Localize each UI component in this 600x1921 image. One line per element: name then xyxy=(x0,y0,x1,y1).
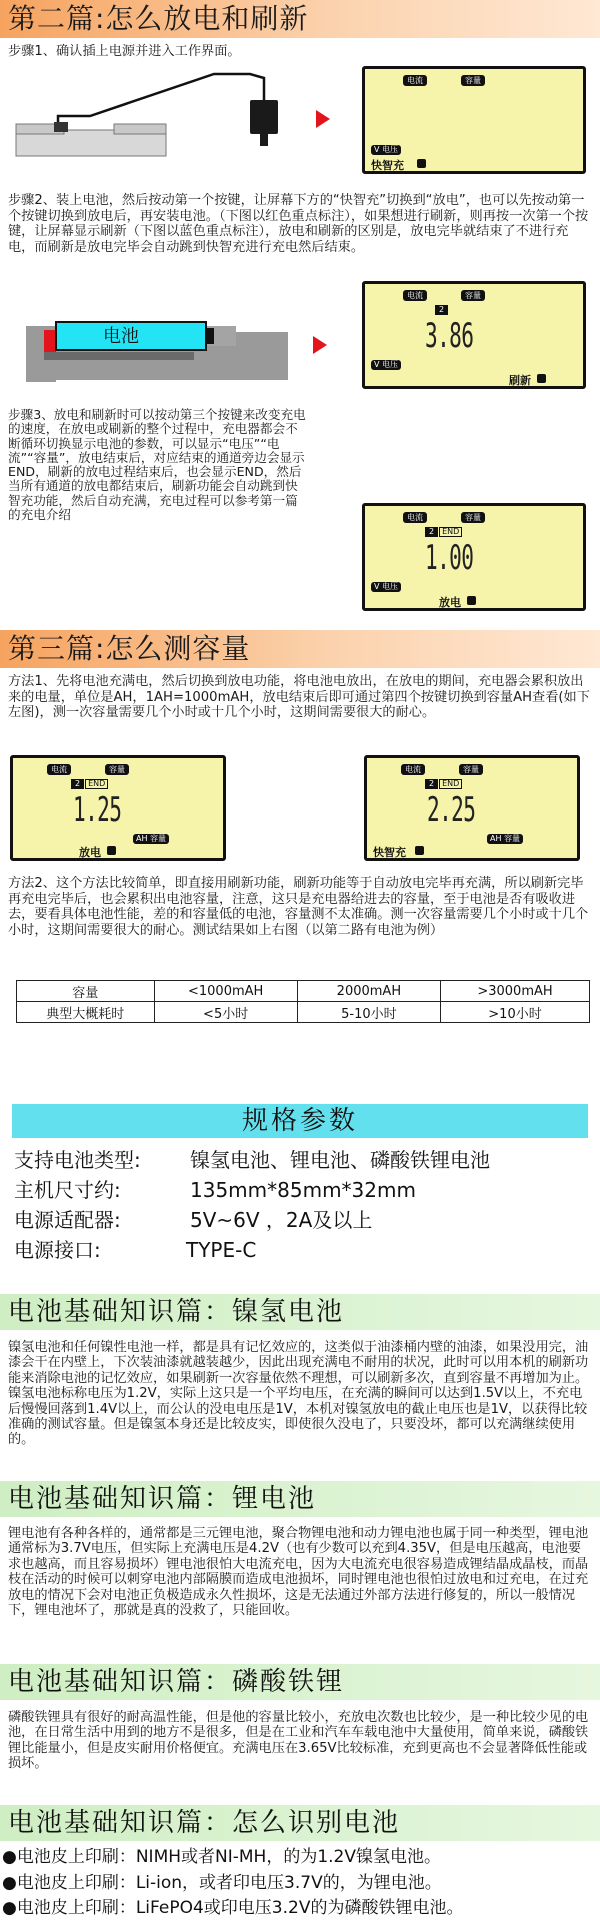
method1-text: 方法1、先将电池充满电，然后切换到放电功能，将电池电放出，在放电的期间，充电器会累积放出来的电量，单位是AH，1AH=1000mAH，放电结束后即可通过第四个按键切换到容量AH查看(如下左图)，测一次容量需要几个小时或十几个小时，这期间需要很大的耐心。 xyxy=(8,674,590,720)
table-cell: <5小时 xyxy=(154,1002,297,1023)
identify-item: ●电池皮上印刷：Li-ion，或者印电压3.7V的，为锂电池。 xyxy=(2,1873,442,1893)
channel-indicator xyxy=(425,527,462,537)
mode-label: 快智充 xyxy=(371,159,404,172)
table-row xyxy=(17,981,590,1002)
part3-banner xyxy=(0,630,600,668)
power-adapter-illustration xyxy=(14,64,314,164)
nimh-text: 镍氢电池和任何镍性电池一样，都是具有记忆效应的，这类似于油漆桶内壁的油漆，如果没用完，油漆会干在内壁上，下次装油漆就越装越少，因此出现充满电不耐用的状况，此时可以用本机的刷新功能来消除电池的记忆效应，如果刷新一次容量依然不理想，可以刷新多次，直到容量不再增加为止。镍氢电池标称电压为1.2V，实际上这只是一个平均电压，在充满的瞬间可以达到1.5V以上，不充电后慢慢回落到1.4V以上，而公认的没电电压是1V，本机对镍氢放电的截止电压也是1V，以获得比较准确的测试容量。但是镍氢本身还是比较皮实，即使很久没电了，只要没坏，都可以充满继续使用的。 xyxy=(8,1340,589,1448)
channel-indicator xyxy=(435,305,448,315)
unit-tag: AH 容量 xyxy=(487,834,523,844)
identify-item: ●电池皮上印刷：NIMH或者NI-MH，的为1.2V镍氢电池。 xyxy=(2,1847,441,1867)
capacity-tag: 容量 xyxy=(105,764,129,775)
spec-label: 主机尺寸约: xyxy=(14,1178,121,1202)
voltage-tag: V 电压 xyxy=(371,360,401,370)
channel-number: 2 xyxy=(71,779,84,789)
capacity-tag: 容量 xyxy=(461,290,485,301)
reading-value: 2.25 xyxy=(427,790,476,830)
mode-icon xyxy=(467,596,476,605)
spec-label: 支持电池类型: xyxy=(14,1148,141,1172)
end-flag: END xyxy=(439,779,462,789)
channel-indicator xyxy=(71,779,108,789)
lcd-screen-left xyxy=(10,755,226,861)
capacity-tag: 容量 xyxy=(461,512,485,523)
channel-number: 2 xyxy=(425,779,438,789)
end-flag: END xyxy=(439,527,462,537)
current-tag: 电流 xyxy=(401,764,425,775)
mode-label: 刷新 xyxy=(509,374,531,387)
identify-banner xyxy=(0,1805,600,1841)
lifepo4-title: 电池基础知识篇：磷酸铁锂 xyxy=(8,1667,345,1697)
method2-text: 方法2、这个方法比较简单，即直接用刷新功能，刷新功能等于自动放电完毕再充满，所以刷新完毕再充电完毕后，也会累积出电池容量，注意，这只是充电器给进去的容量，至于电池是否有吸收进去，要看具体电池性能，差的和容量低的电池，容量测不太准确。测一次容量需要几个小时或十几个小时，这期间需要很大的耐心。测试结果如上右图（以第二路有电池为例） xyxy=(8,876,589,938)
table-cell: >3000mAH xyxy=(441,981,590,1002)
table-row xyxy=(17,1002,590,1023)
voltage-tag: V 电压 xyxy=(371,145,401,155)
table-cell: 容量 xyxy=(17,981,155,1002)
lcd-screen-2 xyxy=(362,281,586,389)
part2-banner xyxy=(0,0,600,38)
capacity-time-table xyxy=(16,980,590,1023)
current-tag: 电流 xyxy=(403,75,427,86)
step3-text: 步骤3、放电和刷新时可以按动第三个按键来改变充电的速度，在放电或刷新的整个过程中，充电器都会不断循环切换显示电池的参数，可以显示“电压”“电流”“容量”，放电结束后，对应结束的通道旁边会显示END，刷新的放电过程结束后，也会显示END，然后当所有通道的放电都结束后，刷新功能会自动跳到快智充功能，然后自动充满，充电过程可以参考第一篇的充电介绍 xyxy=(8,407,306,523)
identify-item: ●电池皮上印刷：LiFePO4或印电压3.2V的为磷酸铁锂电池。 xyxy=(2,1898,464,1918)
mode-icon xyxy=(107,846,116,855)
unit-tag: AH 容量 xyxy=(133,834,169,844)
li-title: 电池基础知识篇：锂电池 xyxy=(8,1484,317,1514)
mode-icon xyxy=(537,374,546,383)
spec-value: 135mm*85mm*32mm xyxy=(190,1178,416,1202)
lifepo4-text: 磷酸铁锂具有很好的耐高温性能，但是他的容量比较小，充放电次数也比较少，是一种比较少见的电池，在日常生活中用到的地方不是很多，但是在工业和汽车车载电池中大量使用，简单来说，磷酸铁锂比能量小，但是皮实耐用价格便宜。充满电压在3.65V比较标准，充到更高也不会显著降低性能或损坏。 xyxy=(8,1710,589,1772)
current-tag: 电流 xyxy=(403,290,427,301)
capacity-tag: 容量 xyxy=(459,764,483,775)
capacity-tag: 容量 xyxy=(461,75,485,86)
red-arrow-icon xyxy=(316,110,330,128)
spec-label: 电源适配器: xyxy=(14,1208,121,1232)
current-tag: 电流 xyxy=(403,512,427,523)
red-arrow-icon xyxy=(313,336,327,354)
end-flag: END xyxy=(85,779,108,789)
table-cell: 5-10小时 xyxy=(297,1002,440,1023)
table-cell: 典型大概耗时 xyxy=(17,1002,155,1023)
step1-text: 步骤1、确认插上电源并进入工作界面。 xyxy=(8,44,241,59)
spec-label: 电源接口: xyxy=(14,1238,101,1262)
spec-value: 5V~6V ，2A及以上 xyxy=(190,1208,373,1232)
specs-title: 规格参数 xyxy=(241,1106,358,1136)
lcd-screen-3 xyxy=(362,503,586,611)
channel-number: 2 xyxy=(425,527,438,537)
lcd-screen-1 xyxy=(362,66,586,174)
channel-indicator xyxy=(425,779,462,789)
nimh-title: 电池基础知识篇：镍氢电池 xyxy=(8,1297,345,1327)
table-cell: 2000mAH xyxy=(297,981,440,1002)
mode-icon xyxy=(415,846,424,855)
mode-label: 放电 xyxy=(79,846,101,859)
nimh-banner xyxy=(0,1294,600,1330)
specs-banner xyxy=(12,1104,588,1138)
part3-title: 第三篇:怎么测容量 xyxy=(8,632,251,665)
spec-value: 镍氢电池、锂电池、磷酸铁锂电池 xyxy=(190,1148,490,1172)
channel-number: 2 xyxy=(435,305,448,315)
mode-label: 放电 xyxy=(439,596,461,609)
lcd-screen-right xyxy=(364,755,580,861)
identify-title: 电池基础知识篇：怎么识别电池 xyxy=(8,1808,401,1838)
mode-icon xyxy=(417,159,426,168)
lifepo4-banner xyxy=(0,1664,600,1700)
voltage-tag: V 电压 xyxy=(371,582,401,592)
step2-text: 步骤2、装上电池，然后按动第一个按键，让屏幕下方的“快智充”切换到“放电”，也可以先按动第一个按键切换到放电后，再安装电池。（下图以红色重点标注），如果想进行刷新，则再按一次第一个按键，让屏幕显示刷新（下图以蓝色重点标注），放电和刷新的区别是，放电完毕就结束了不进行充电，而刷新是放电完毕会自动跳到快智充进行充电然后结束。 xyxy=(8,193,589,255)
part2-title: 第二篇:怎么放电和刷新 xyxy=(8,2,309,35)
mode-label: 快智充 xyxy=(373,846,406,859)
reading-value: 1.25 xyxy=(73,790,122,830)
table-cell: <1000mAH xyxy=(154,981,297,1002)
li-banner xyxy=(0,1481,600,1517)
battery-label: 电池 xyxy=(103,326,139,347)
li-text: 锂电池有各种各样的，通常都是三元锂电池，聚合物锂电池和动力锂电池也属于同一种类型，锂电池通常标为3.7V电压，但实际上充满电压是4.2V（也有少数可以充到4.35V，但是电压越高，电池要求也越高，而且容易损坏）锂电池很怕大电流充电，因为大电流充电很容易造成锂结晶成晶枝，而晶枝在活动的时候可以刺穿电池内部隔膜而造成电池损坏，同时锂电池也很怕过放电和过充电，在过充放电的情况下会对电池正负极造成永久性损坏，这是无法通过外部方法进行修复的，所以一般情况下，锂电池坏了，那就是真的没救了，只能回收。 xyxy=(8,1526,589,1619)
spec-value: TYPE-C xyxy=(186,1238,257,1262)
table-cell: >10小时 xyxy=(441,1002,590,1023)
current-tag: 电流 xyxy=(47,764,71,775)
reading-value: 3.86 xyxy=(425,316,474,356)
reading-value: 1.00 xyxy=(425,538,474,578)
